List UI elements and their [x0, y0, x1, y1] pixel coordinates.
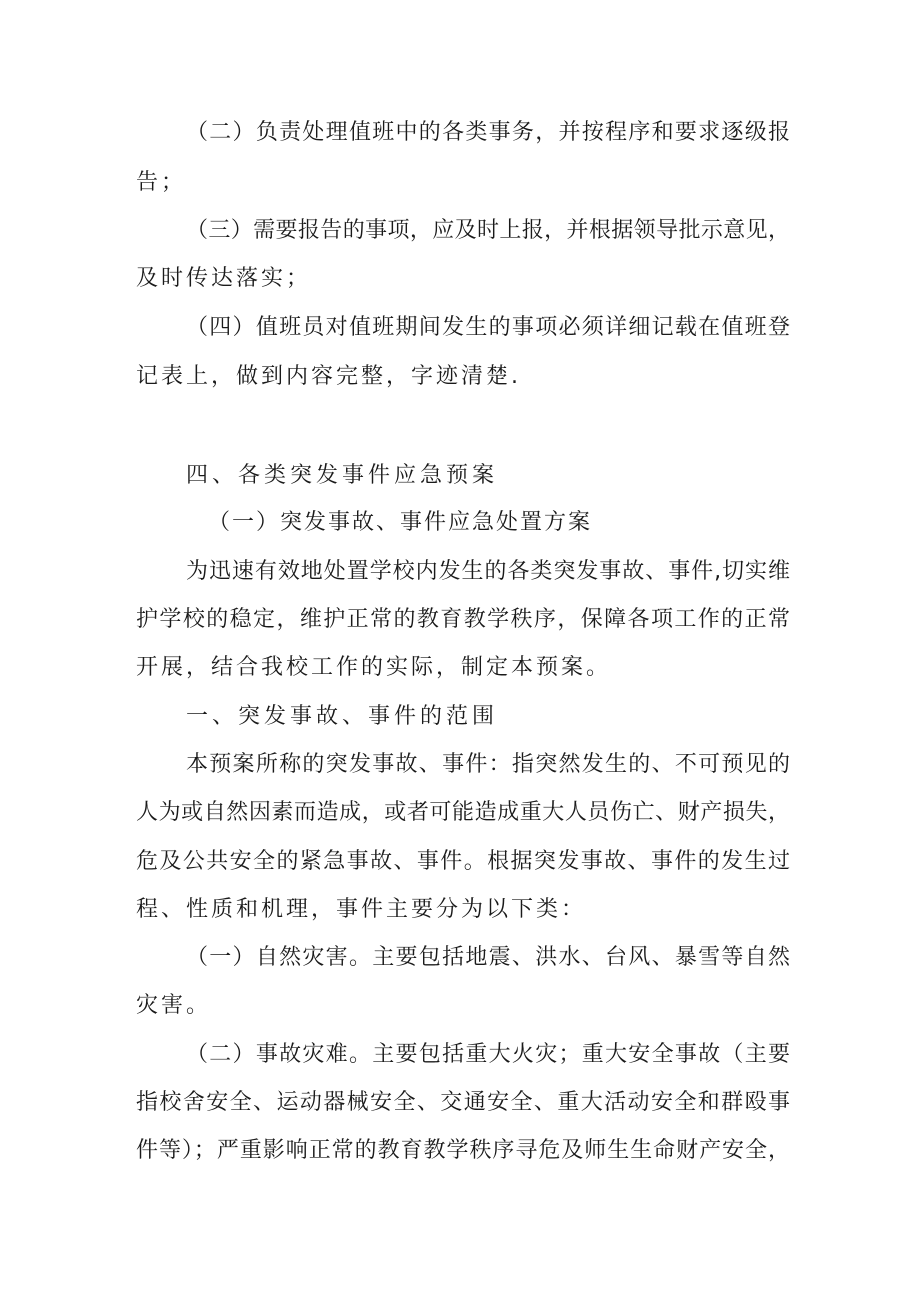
subsection-heading: （一）突发事故、事件应急处置方案 — [208, 510, 593, 535]
paragraph-line: 开展，结合我校工作的实际，制定本预案。 — [136, 655, 612, 680]
paragraph-line: 本预案所称的突发事故、事件：指突然发生的、不可预见的 — [186, 752, 790, 777]
paragraph-line: （一）自然灾害。主要包括地震、洪水、台风、暴雪等自然 — [186, 945, 790, 970]
paragraph-line: 人为或自然因素而造成，或者可能造成重大人员伤亡、财产损失， — [136, 800, 790, 825]
paragraph-line: 及时传达落实； — [136, 266, 312, 291]
paragraph-line: （三）需要报告的事项，应及时上报，并根据领导批示意见， — [186, 218, 790, 243]
paragraph-line: 危及公共安全的紧急事故、事件。根据突发事故、事件的发生过 — [136, 849, 790, 874]
paragraph-line: 件等）；严重影响正常的教育教学秩序寻危及师生生命财产安全， — [136, 1138, 790, 1163]
paragraph-line: 为迅速有效地处置学校内发生的各类突发事故、事件,切实维 — [186, 559, 790, 584]
paragraph-line: 告； — [136, 170, 187, 195]
section-heading: 一、突发事故、事件的范围 — [186, 704, 499, 729]
paragraph-line: 指校舍安全、运动器械安全、交通安全、重大活动安全和群殴事 — [136, 1090, 790, 1115]
paragraph-line: 护学校的稳定，维护正常的教育教学秩序，保障各项工作的正常 — [136, 607, 790, 632]
paragraph-line: （二）负责处理值班中的各类事务，并按程序和要求逐级报 — [186, 120, 790, 145]
paragraph-line: 记表上，做到内容完整，字迹清楚. — [136, 364, 521, 389]
section-heading: 四、各类突发事件应急预案 — [186, 463, 499, 488]
paragraph-line: （二）事故灾难。主要包括重大火灾；重大安全事故（主要 — [186, 1042, 790, 1067]
paragraph-line: 灾害。 — [136, 993, 212, 1018]
paragraph-line: 程、性质和机理，事件主要分为以下类： — [136, 897, 587, 922]
paragraph-line: （四）值班员对值班期间发生的事项必须详细记载在值班登 — [186, 315, 790, 340]
